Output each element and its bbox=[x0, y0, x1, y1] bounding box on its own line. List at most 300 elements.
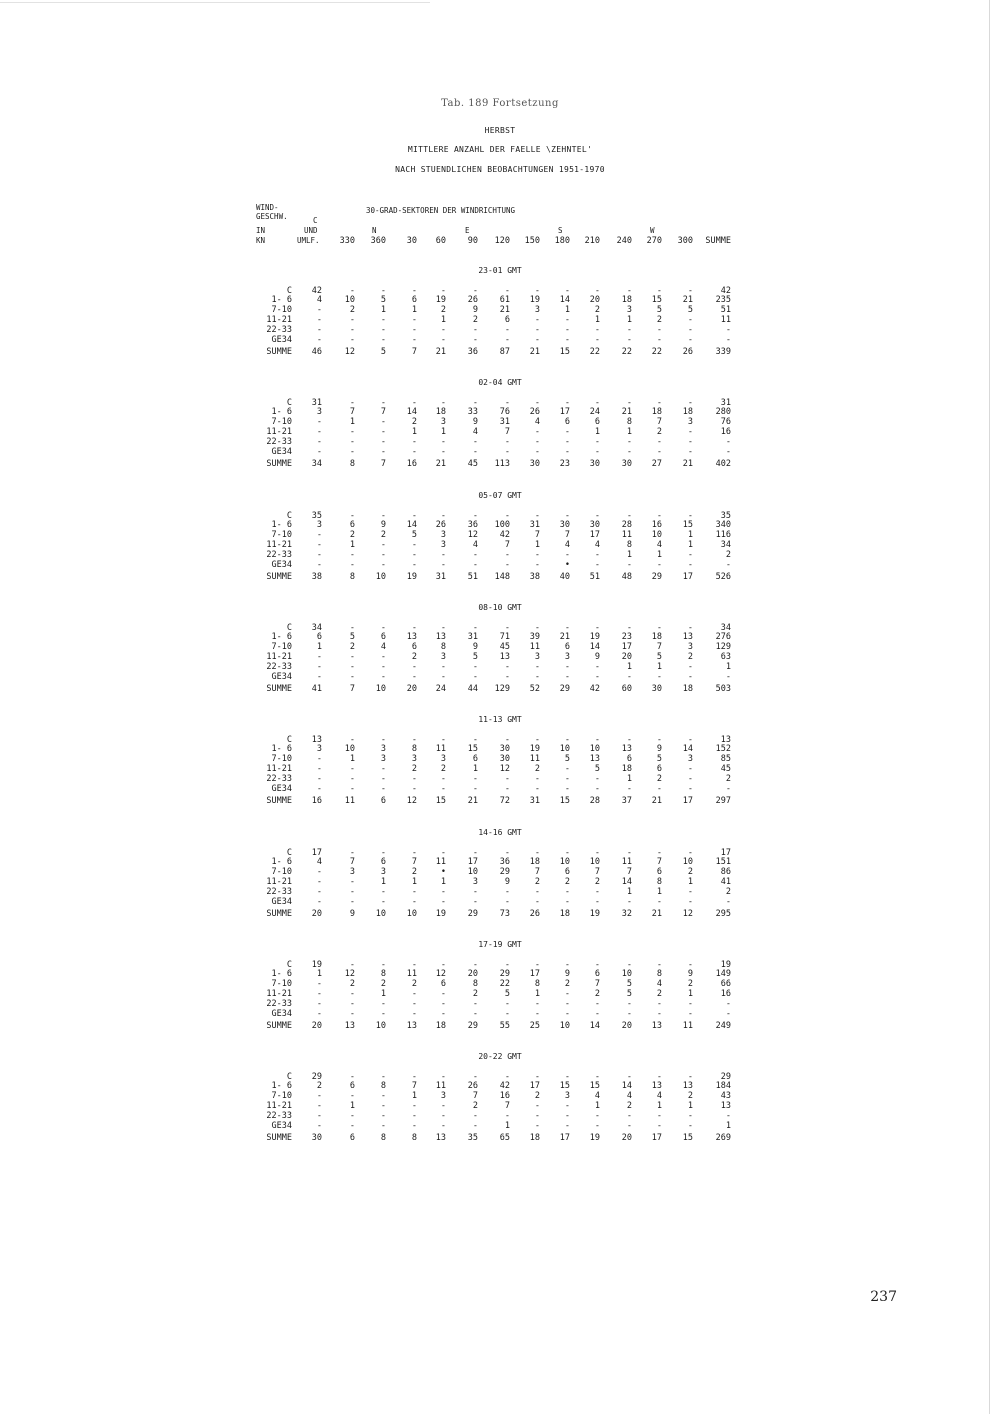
table-cell: 1 bbox=[626, 774, 632, 784]
table-cell: 24 bbox=[435, 684, 446, 694]
table-cell: - bbox=[316, 530, 322, 540]
row-label: 7-10 bbox=[271, 1091, 292, 1101]
table-cell: 7 bbox=[564, 530, 570, 540]
table-cell: 6 bbox=[380, 857, 386, 867]
table-cell: 45 bbox=[467, 459, 478, 469]
table-cell: - bbox=[349, 1111, 355, 1121]
table-cell: - bbox=[380, 897, 386, 907]
table-cell: 15 bbox=[467, 744, 478, 754]
row-label: GE34 bbox=[271, 784, 292, 794]
table-cell: 15 bbox=[559, 1081, 570, 1091]
row-label: 22-33 bbox=[266, 325, 292, 335]
table-cell: 6 bbox=[564, 642, 570, 652]
table-cell: 29 bbox=[499, 969, 510, 979]
table-cell: 1 bbox=[687, 989, 693, 999]
table-cell: 17 bbox=[559, 1133, 570, 1143]
table-cell: 35 bbox=[311, 511, 322, 521]
table-cell: 26 bbox=[435, 520, 446, 530]
table-cell: - bbox=[594, 623, 600, 633]
table-cell: 2 bbox=[349, 979, 355, 989]
table-cell: - bbox=[316, 764, 322, 774]
table-cell: - bbox=[534, 672, 540, 682]
table-cell: 1 bbox=[594, 1101, 600, 1111]
table-cell: 10 bbox=[375, 909, 386, 919]
table-cell: - bbox=[564, 315, 570, 325]
table-cell: 76 bbox=[499, 407, 510, 417]
table-cell: 1 bbox=[411, 877, 417, 887]
table-cell: 14 bbox=[621, 877, 632, 887]
table-cell: - bbox=[472, 887, 478, 897]
table-cell: 44 bbox=[467, 684, 478, 694]
table-cell: 19 bbox=[529, 295, 540, 305]
table-cell: - bbox=[564, 623, 570, 633]
table-cell: 10 bbox=[559, 857, 570, 867]
row-label: GE34 bbox=[271, 672, 292, 682]
table-cell: 27 bbox=[651, 459, 662, 469]
table-cell: - bbox=[725, 325, 731, 335]
table-cell: - bbox=[564, 325, 570, 335]
table-cell: 2 bbox=[472, 315, 478, 325]
table-cell: - bbox=[316, 774, 322, 784]
table-cell: 6 bbox=[594, 417, 600, 427]
table-cell: - bbox=[687, 437, 693, 447]
table-cell: 3 bbox=[564, 652, 570, 662]
table-cell: 12 bbox=[435, 969, 446, 979]
block-title: 20-22 GMT bbox=[478, 1052, 522, 1061]
scan-edge-line bbox=[989, 0, 990, 1414]
row-label: 22-33 bbox=[266, 550, 292, 560]
table-cell: - bbox=[504, 511, 510, 521]
table-cell: - bbox=[349, 398, 355, 408]
table-cell: 29 bbox=[467, 1021, 478, 1031]
table-cell: 113 bbox=[494, 459, 510, 469]
table-cell: 10 bbox=[559, 744, 570, 754]
table-cell: - bbox=[349, 1009, 355, 1019]
table-cell: 42 bbox=[499, 1081, 510, 1091]
table-cell: - bbox=[564, 784, 570, 794]
row-label: SUMME bbox=[266, 1021, 292, 1031]
table-cell: 30 bbox=[589, 459, 600, 469]
table-cell: 2 bbox=[380, 979, 386, 989]
table-cell: 19 bbox=[435, 295, 446, 305]
table-cell: 2 bbox=[472, 989, 478, 999]
table-cell: - bbox=[349, 511, 355, 521]
table-cell: 1 bbox=[534, 540, 540, 550]
table-cell: 31 bbox=[720, 398, 731, 408]
table-cell: 1 bbox=[687, 540, 693, 550]
table-cell: - bbox=[440, 623, 446, 633]
table-cell: - bbox=[349, 960, 355, 970]
table-cell: 2 bbox=[534, 1091, 540, 1101]
table-cell: 29 bbox=[499, 867, 510, 877]
table-cell: 4 bbox=[594, 540, 600, 550]
table-cell: - bbox=[349, 652, 355, 662]
row-label: GE34 bbox=[271, 560, 292, 570]
table-cell: 2 bbox=[687, 652, 693, 662]
table-cell: 17 bbox=[467, 857, 478, 867]
table-cell: 276 bbox=[715, 632, 731, 642]
table-cell: - bbox=[349, 1072, 355, 1082]
table-cell: 31 bbox=[529, 796, 540, 806]
table-cell: 6 bbox=[656, 764, 662, 774]
table-cell: - bbox=[725, 335, 731, 345]
table-cell: - bbox=[534, 774, 540, 784]
table-cell: 14 bbox=[589, 642, 600, 652]
table-cell: - bbox=[316, 437, 322, 447]
table-cell: 2 bbox=[725, 550, 731, 560]
table-cell: 20 bbox=[311, 1021, 322, 1031]
table-cell: 2 bbox=[656, 989, 662, 999]
table-cell: - bbox=[626, 784, 632, 794]
table-cell: 1 bbox=[440, 315, 446, 325]
table-cell: - bbox=[594, 1121, 600, 1131]
table-cell: - bbox=[564, 550, 570, 560]
table-cell: - bbox=[472, 1009, 478, 1019]
table-cell: - bbox=[594, 1009, 600, 1019]
table-cell: 41 bbox=[311, 684, 322, 694]
table-cell: - bbox=[440, 447, 446, 457]
table-cell: 13 bbox=[682, 1081, 693, 1091]
table-cell: 15 bbox=[559, 347, 570, 357]
table-cell: 16 bbox=[720, 989, 731, 999]
table-cell: 2 bbox=[349, 305, 355, 315]
table-cell: 18 bbox=[529, 1133, 540, 1143]
table-cell: 184 bbox=[715, 1081, 731, 1091]
table-cell: 7 bbox=[656, 642, 662, 652]
table-cell: 3 bbox=[472, 877, 478, 887]
table-cell: 4 bbox=[316, 857, 322, 867]
table-cell: 30 bbox=[621, 459, 632, 469]
table-cell: - bbox=[534, 999, 540, 1009]
row-label: SUMME bbox=[266, 459, 292, 469]
table-cell: - bbox=[687, 1072, 693, 1082]
table-cell: - bbox=[504, 335, 510, 345]
table-cell: - bbox=[440, 398, 446, 408]
table-cell: 2 bbox=[349, 530, 355, 540]
table-cell: 10 bbox=[344, 744, 355, 754]
table-cell: 17 bbox=[589, 530, 600, 540]
table-cell: - bbox=[316, 417, 322, 427]
table-cell: 2 bbox=[687, 1091, 693, 1101]
table-cell: - bbox=[564, 887, 570, 897]
table-cell: 11 bbox=[344, 796, 355, 806]
table-cell: 3 bbox=[316, 407, 322, 417]
table-cell: 14 bbox=[682, 744, 693, 754]
table-cell: 34 bbox=[311, 623, 322, 633]
row-label: 1- 6 bbox=[271, 744, 292, 754]
table-cell: - bbox=[656, 560, 662, 570]
row-label: C bbox=[286, 735, 292, 745]
table-cell: 2 bbox=[687, 979, 693, 989]
table-cell: - bbox=[534, 848, 540, 858]
table-cell: - bbox=[564, 447, 570, 457]
row-label: GE34 bbox=[271, 447, 292, 457]
table-cell: 16 bbox=[311, 796, 322, 806]
table-cell: 26 bbox=[467, 295, 478, 305]
table-cell: - bbox=[626, 447, 632, 457]
table-cell: 4 bbox=[626, 1091, 632, 1101]
table-cell: - bbox=[626, 999, 632, 1009]
table-cell: 1 bbox=[440, 427, 446, 437]
table-cell: - bbox=[316, 877, 322, 887]
table-cell: - bbox=[411, 398, 417, 408]
table-cell: - bbox=[440, 848, 446, 858]
table-cell: - bbox=[564, 672, 570, 682]
table-cell: 11 bbox=[406, 969, 417, 979]
table-cell: 45 bbox=[499, 642, 510, 652]
row-label: 7-10 bbox=[271, 305, 292, 315]
table-cell: - bbox=[656, 999, 662, 1009]
table-cell: 30 bbox=[311, 1133, 322, 1143]
table-cell: - bbox=[380, 1091, 386, 1101]
table-cell: 23 bbox=[621, 632, 632, 642]
table-cell: - bbox=[594, 960, 600, 970]
table-cell: - bbox=[472, 662, 478, 672]
table-cell: - bbox=[380, 540, 386, 550]
table-cell: - bbox=[564, 511, 570, 521]
table-cell: 6 bbox=[349, 1133, 355, 1143]
table-cell: 1 bbox=[725, 1121, 731, 1131]
table-cell: 9 bbox=[349, 909, 355, 919]
table-cell: 6 bbox=[411, 295, 417, 305]
table-cell: 86 bbox=[720, 867, 731, 877]
table-cell: - bbox=[534, 1121, 540, 1131]
table-cell: 48 bbox=[621, 572, 632, 582]
table-cell: 10 bbox=[467, 867, 478, 877]
table-cell: 2 bbox=[594, 877, 600, 887]
table-cell: 4 bbox=[316, 295, 322, 305]
table-cell: - bbox=[380, 325, 386, 335]
table-cell: 2 bbox=[411, 867, 417, 877]
table-cell: - bbox=[316, 652, 322, 662]
row-label: 11-21 bbox=[266, 315, 292, 325]
table-cell: - bbox=[504, 784, 510, 794]
table-cell: - bbox=[656, 437, 662, 447]
table-cell: - bbox=[504, 623, 510, 633]
block-title: 02-04 GMT bbox=[478, 378, 522, 387]
row-label: 7-10 bbox=[271, 417, 292, 427]
table-cell: - bbox=[411, 848, 417, 858]
table-cell: 1 bbox=[594, 427, 600, 437]
header-column-300: 300 bbox=[677, 236, 693, 246]
table-cell: 1 bbox=[626, 427, 632, 437]
table-cell: - bbox=[316, 999, 322, 1009]
table-cell: - bbox=[504, 1009, 510, 1019]
table-cell: 19 bbox=[406, 572, 417, 582]
row-label: C bbox=[286, 286, 292, 296]
table-cell: 3 bbox=[411, 754, 417, 764]
table-cell: - bbox=[472, 848, 478, 858]
table-cell: - bbox=[380, 848, 386, 858]
table-cell: 1 bbox=[687, 530, 693, 540]
table-cell: 11 bbox=[435, 744, 446, 754]
table-cell: 7 bbox=[504, 540, 510, 550]
table-cell: 2 bbox=[594, 989, 600, 999]
table-cell: 33 bbox=[467, 407, 478, 417]
table-title: MITTLERE ANZAHL DER FAELLE \ZEHNTEL' bbox=[407, 145, 593, 154]
table-cell: 9 bbox=[594, 652, 600, 662]
table-cell: 3 bbox=[626, 305, 632, 315]
table-cell: - bbox=[564, 1111, 570, 1121]
table-cell: 10 bbox=[559, 1021, 570, 1031]
table-cell: 2 bbox=[534, 877, 540, 887]
table-cell: 21 bbox=[467, 796, 478, 806]
block-title: 14-16 GMT bbox=[478, 828, 522, 837]
table-cell: 26 bbox=[467, 1081, 478, 1091]
row-label: GE34 bbox=[271, 1121, 292, 1131]
table-cell: - bbox=[316, 560, 322, 570]
table-cell: 45 bbox=[720, 764, 731, 774]
table-cell: 340 bbox=[715, 520, 731, 530]
table-cell: 87 bbox=[499, 347, 510, 357]
table-cell: 20 bbox=[311, 909, 322, 919]
table-cell: - bbox=[725, 999, 731, 1009]
table-cell: 9 bbox=[687, 969, 693, 979]
table-cell: 2 bbox=[411, 979, 417, 989]
table-cell: - bbox=[687, 1111, 693, 1121]
table-cell: - bbox=[316, 325, 322, 335]
table-cell: - bbox=[411, 560, 417, 570]
table-cell: 8 bbox=[380, 1081, 386, 1091]
table-cell: - bbox=[349, 989, 355, 999]
table-cell: 65 bbox=[499, 1133, 510, 1143]
table-cell: - bbox=[472, 325, 478, 335]
table-cell: - bbox=[316, 784, 322, 794]
table-cell: 8 bbox=[472, 979, 478, 989]
table-cell: - bbox=[440, 774, 446, 784]
table-cell: 14 bbox=[559, 295, 570, 305]
table-cell: - bbox=[725, 784, 731, 794]
table-cell: - bbox=[626, 848, 632, 858]
table-cell: - bbox=[687, 623, 693, 633]
table-cell: - bbox=[687, 897, 693, 907]
table-cell: - bbox=[472, 1072, 478, 1082]
table-cell: - bbox=[626, 335, 632, 345]
table-cell: 26 bbox=[529, 909, 540, 919]
table-cell: - bbox=[626, 398, 632, 408]
table-cell: - bbox=[626, 1111, 632, 1121]
header-column-240: 240 bbox=[616, 236, 632, 246]
header-column-270: 270 bbox=[646, 236, 662, 246]
table-cell: - bbox=[472, 550, 478, 560]
table-cell: 52 bbox=[529, 684, 540, 694]
table-cell: 4 bbox=[380, 642, 386, 652]
table-cell: 18 bbox=[529, 857, 540, 867]
table-cell: - bbox=[472, 960, 478, 970]
table-number: Tab. 189 Fortsetzung bbox=[441, 98, 559, 109]
table-cell: - bbox=[380, 1009, 386, 1019]
table-cell: - bbox=[534, 1072, 540, 1082]
table-cell: 1 bbox=[656, 550, 662, 560]
row-label: 7-10 bbox=[271, 530, 292, 540]
table-cell: - bbox=[349, 315, 355, 325]
table-cell: 7 bbox=[534, 867, 540, 877]
table-cell: 13 bbox=[682, 632, 693, 642]
table-cell: 6 bbox=[564, 867, 570, 877]
table-cell: - bbox=[656, 897, 662, 907]
table-cell: 5 bbox=[380, 347, 386, 357]
header-compass-s: S bbox=[558, 226, 563, 235]
table-cell: 6 bbox=[349, 1081, 355, 1091]
table-cell: 11 bbox=[720, 315, 731, 325]
header-c-column: UMLF. bbox=[297, 236, 320, 245]
block-title: 05-07 GMT bbox=[478, 491, 522, 500]
row-label: 7-10 bbox=[271, 754, 292, 764]
table-cell: - bbox=[411, 999, 417, 1009]
table-cell: 18 bbox=[682, 407, 693, 417]
table-cell: 5 bbox=[687, 305, 693, 315]
table-cell: - bbox=[411, 774, 417, 784]
header-label: IN bbox=[256, 226, 266, 235]
table-cell: 8 bbox=[380, 969, 386, 979]
table-cell: 2 bbox=[316, 1081, 322, 1091]
table-cell: - bbox=[349, 286, 355, 296]
table-cell: 36 bbox=[499, 857, 510, 867]
table-cell: 3 bbox=[440, 417, 446, 427]
table-cell: - bbox=[594, 511, 600, 521]
table-cell: - bbox=[564, 764, 570, 774]
table-cell: 4 bbox=[594, 1091, 600, 1101]
table-cell: 3 bbox=[440, 530, 446, 540]
table-cell: - bbox=[472, 999, 478, 1009]
table-cell: - bbox=[594, 784, 600, 794]
table-cell: - bbox=[594, 398, 600, 408]
table-cell: 3 bbox=[380, 867, 386, 877]
table-cell: 8 bbox=[626, 540, 632, 550]
row-label: C bbox=[286, 960, 292, 970]
table-cell: - bbox=[534, 560, 540, 570]
table-cell: 19 bbox=[529, 744, 540, 754]
table-cell: 14 bbox=[589, 1021, 600, 1031]
table-cell: 10 bbox=[589, 857, 600, 867]
table-cell: 15 bbox=[589, 1081, 600, 1091]
table-cell: - bbox=[564, 897, 570, 907]
row-label: 1- 6 bbox=[271, 1081, 292, 1091]
table-cell: 2 bbox=[725, 774, 731, 784]
table-cell: - bbox=[411, 1101, 417, 1111]
table-cell: 15 bbox=[682, 520, 693, 530]
table-cell: - bbox=[594, 897, 600, 907]
table-cell: - bbox=[349, 877, 355, 887]
table-cell: - bbox=[411, 511, 417, 521]
table-cell: 6 bbox=[380, 796, 386, 806]
table-cell: 1 bbox=[380, 877, 386, 887]
table-cell: - bbox=[656, 447, 662, 457]
table-cell: 2 bbox=[440, 764, 446, 774]
table-cell: - bbox=[316, 447, 322, 457]
row-label: 11-21 bbox=[266, 652, 292, 662]
table-cell: - bbox=[687, 560, 693, 570]
table-cell: 151 bbox=[715, 857, 731, 867]
table-cell: - bbox=[316, 315, 322, 325]
table-cell: 1 bbox=[626, 550, 632, 560]
table-cell: 3 bbox=[534, 652, 540, 662]
table-cell: 2 bbox=[472, 1101, 478, 1111]
table-cell: 17 bbox=[651, 1133, 662, 1143]
table-cell: 6 bbox=[411, 642, 417, 652]
table-cell: 7 bbox=[349, 407, 355, 417]
table-cell: - bbox=[472, 447, 478, 457]
table-cell: 295 bbox=[715, 909, 731, 919]
table-cell: 9 bbox=[564, 969, 570, 979]
table-cell: 10 bbox=[589, 744, 600, 754]
table-cell: - bbox=[504, 662, 510, 672]
table-cell: 1 bbox=[316, 969, 322, 979]
table-cell: - bbox=[440, 1111, 446, 1121]
table-cell: - bbox=[472, 1121, 478, 1131]
table-cell: - bbox=[440, 960, 446, 970]
header-column-150: 150 bbox=[524, 236, 540, 246]
